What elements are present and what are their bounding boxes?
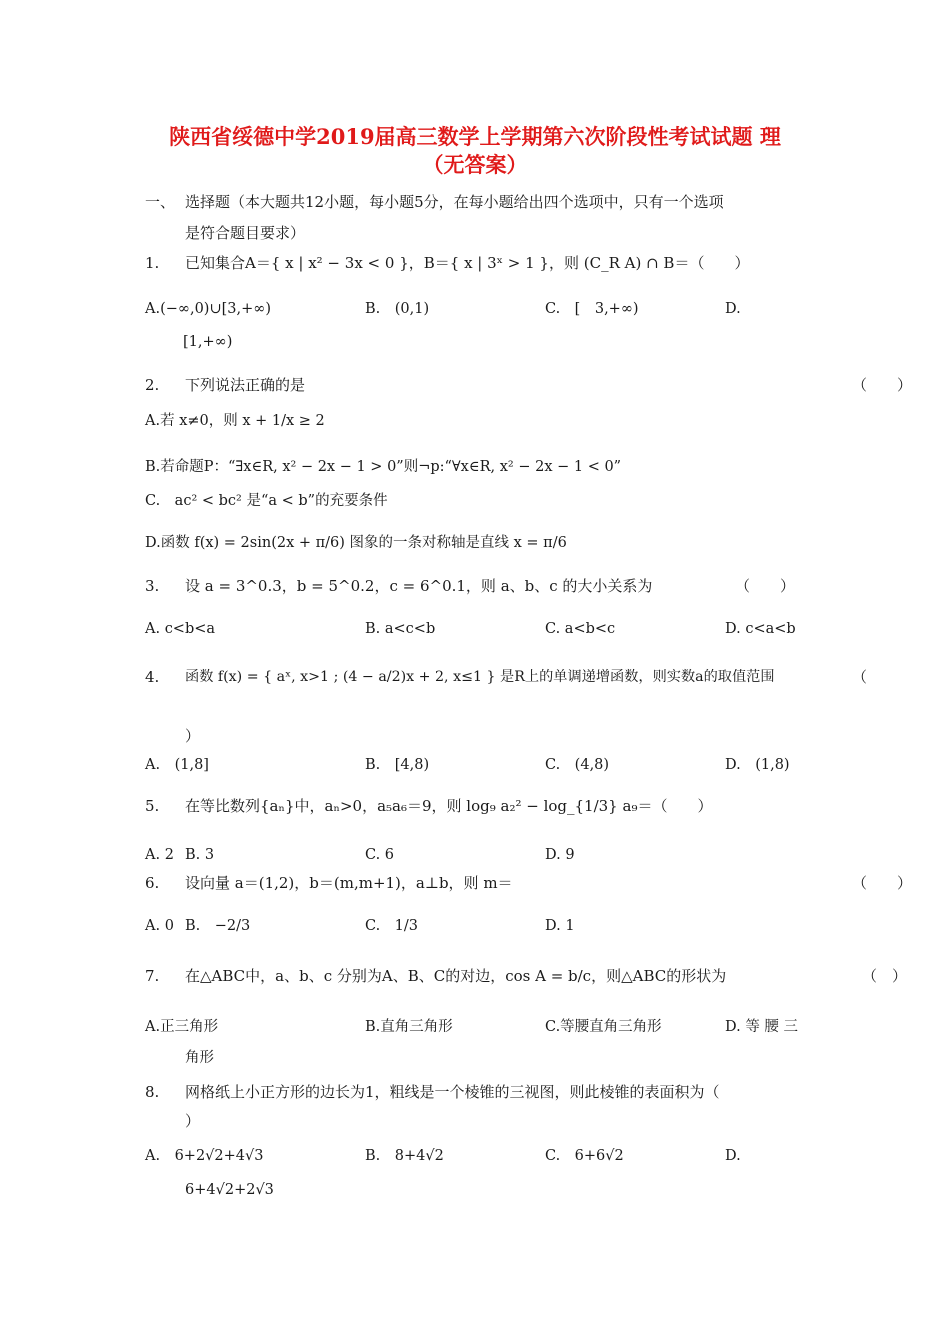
option-c: C. 6 (365, 847, 395, 863)
question-stem: 下列说法正确的是 (185, 376, 306, 394)
option-c: C. 6+6√2 (545, 1148, 624, 1164)
option-c: C.等腰直角三角形 (545, 1019, 662, 1035)
option-a: A. 0 (145, 918, 174, 934)
question-number: 8. (145, 1083, 160, 1101)
option-b: B. 3 (185, 847, 215, 863)
question-stem: 设 a = 3^0.3，b = 5^0.2，c = 6^0.1，则 a、b、c 的大小关系为 (185, 577, 653, 595)
option-c: C. a<b<c (545, 621, 616, 637)
option-a: A.(−∞,0)∪[3,+∞) (145, 301, 271, 317)
question-number: 1. (145, 254, 160, 272)
answer-parentheses-open: （ (852, 668, 868, 686)
question-number: 4. (145, 668, 160, 686)
option-c: C. [ 3,+∞) (545, 301, 639, 317)
question-stem: 在等比数列{aₙ}中，aₙ>0，a₅a₆＝9，则 log₉ a₂² − log_{1/3} a₉＝（ ） (185, 797, 713, 815)
answer-parentheses: （ ） (852, 376, 913, 394)
question-number: 5. (145, 797, 160, 815)
option-a: A. (1,8] (145, 757, 209, 773)
option-d: D. (1,8) (725, 757, 790, 773)
question-number: 2. (145, 376, 160, 394)
option-b: B.若命题P：“∃x∈R, x² − 2x − 1 > 0”则¬p:“∀x∈R, x² − 2x − 1 < 0” (145, 459, 622, 475)
question-number: 3. (145, 577, 160, 595)
option-a: A.若 x≠0，则 x + 1/x ≥ 2 (145, 413, 325, 429)
option-d: D. (725, 301, 741, 317)
question-stem: 网格纸上小正方形的边长为1，粗线是一个棱锥的三视图，则此棱锥的表面积为（ (185, 1083, 720, 1101)
option-d-value: 6+4√2+2√3 (185, 1182, 274, 1198)
option-d: D. 9 (545, 847, 575, 863)
option-d-continued: 角形 (185, 1050, 214, 1066)
option-b: B. (0,1) (365, 301, 430, 317)
option-b: B. 8+4√2 (365, 1148, 444, 1164)
option-b: B. [4,8) (365, 757, 430, 773)
answer-parentheses: （ ） (735, 577, 796, 595)
option-b: B. −2/3 (185, 918, 251, 934)
option-d: D.函数 f(x) = 2sin(2x + π/6) 图象的一条对称轴是直线 x = π/6 (145, 535, 567, 551)
answer-parentheses: （ ） (862, 967, 908, 985)
document-title-line1: 陕西省绥德中学2019届高三数学上学期第六次阶段性考试试题 理 (169, 124, 781, 149)
question-stem: 函数 f(x) = { aˣ, x>1 ; (4 − a/2)x + 2, x≤1 } 是R上的单调递增函数，则实数a的取值范围 (185, 669, 775, 685)
document-title-line2: （无答案） (422, 152, 528, 177)
option-b: B.直角三角形 (365, 1019, 453, 1035)
option-a: A. 6+2√2+4√3 (145, 1148, 264, 1164)
answer-parentheses: （ ） (852, 874, 913, 892)
answer-parentheses-close: ） (185, 1112, 201, 1130)
option-d: D. (725, 1148, 741, 1164)
option-d: D. 等 腰 三 (725, 1019, 799, 1035)
option-a: A. 2 (145, 847, 174, 863)
question-number: 6. (145, 874, 160, 892)
option-d-value: [1,+∞) (183, 334, 233, 350)
question-stem: 设向量 a＝(1,2)，b＝(m,m+1)，a⊥b，则 m＝ (185, 874, 513, 892)
option-c: C. (4,8) (545, 757, 610, 773)
section-label: 一、 (145, 193, 176, 211)
option-d: D. 1 (545, 918, 575, 934)
section-instructions-line1: 选择题（本大题共12小题，每小题5分，在每小题给出四个选项中，只有一个选项 (185, 193, 724, 211)
option-a: A. c<b<a (145, 621, 216, 637)
answer-parentheses-close: ） (185, 727, 201, 745)
question-number: 7. (145, 967, 160, 985)
option-d: D. c<a<b (725, 621, 796, 637)
section-instructions-line2: 是符合题目要求） (185, 224, 306, 242)
option-c: C. ac² < bc² 是“a < b”的充要条件 (145, 493, 388, 509)
option-b: B. a<c<b (365, 621, 436, 637)
option-a: A.正三角形 (145, 1019, 219, 1035)
question-stem: 在△ABC中，a、b、c 分别为A、B、C的对边，cos A = b/c，则△ABC的形状为 (185, 967, 727, 985)
question-stem: 已知集合A＝{ x | x² − 3x < 0 }，B＝{ x | 3ˣ > 1 }，则 (C_R A) ∩ B＝（ ） (185, 254, 750, 272)
option-c: C. 1/3 (365, 918, 419, 934)
